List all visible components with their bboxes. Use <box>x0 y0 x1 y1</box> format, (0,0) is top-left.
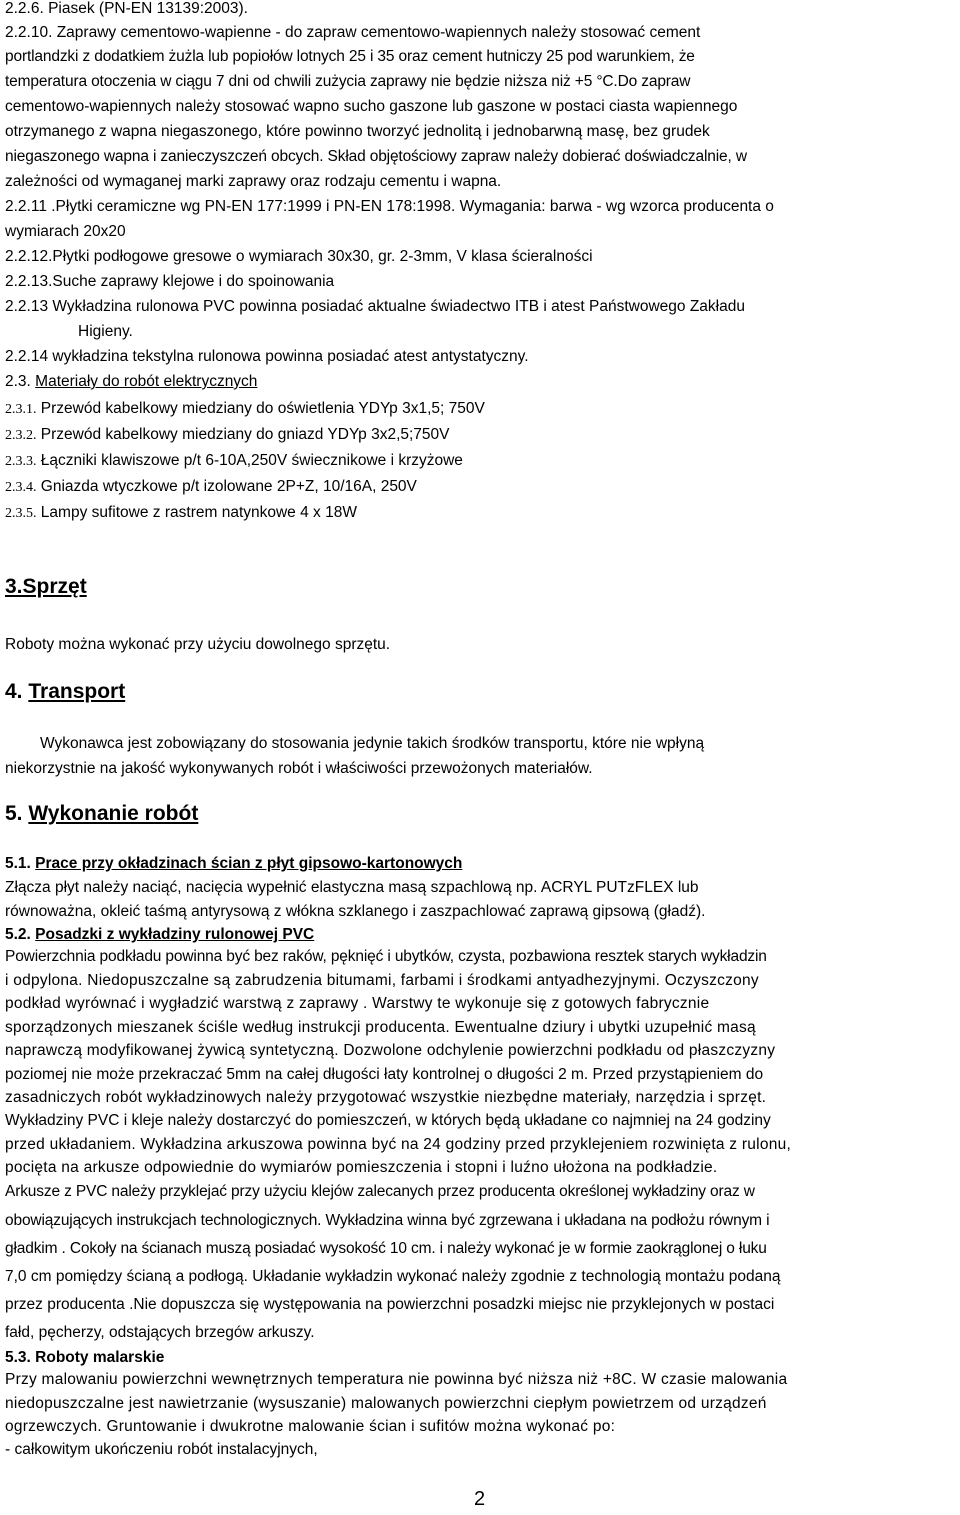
heading-5 <box>5 802 198 826</box>
paragraph-line: otrzymanego z wapna niegaszonego, które powinno tworzyć jednolitą i jednobarwną masę, bez grudek <box>5 123 710 140</box>
list-number: 2.3.1. <box>5 402 37 417</box>
paragraph-line: cementowo-wapiennych należy stosować wapno sucho gaszone lub gaszone w postaci ciasta wapiennego <box>5 98 738 115</box>
heading-4 <box>5 680 125 704</box>
list-item: - całkowitym ukończeniu robót instalacyjnych, <box>5 1441 318 1458</box>
heading-number: 5. <box>5 802 29 825</box>
section-title: Posadzki z wykładziny rulonowej PVC <box>35 926 315 943</box>
paragraph-line: i odpylona. Niedopuszczalne są zabrudzenia bitumami, farbami i środkami antyadhezyjnymi. Oczyszczony <box>5 972 759 989</box>
paragraph-line: Wykładziny PVC i kleje należy dostarczyć do pomieszczeń, w których będą układane co najmniej na 24 godziny <box>5 1112 771 1129</box>
section-title: Materiały do robót elektrycznych <box>35 373 258 390</box>
list-text: Przewód kabelkowy miedziany do gniazd YDYp 3x2,5;750V <box>36 426 450 443</box>
paragraph-line: Złącza płyt należy naciąć, nacięcia wypełnić elastyczna masą szpachlową np. ACRYL PUTzFLEX lub <box>5 879 699 896</box>
heading-number: 4. <box>5 680 29 703</box>
paragraph-line: poziomej nie może przekraczać 5mm na całej długości łaty kontrolnej o długości 2 m. Przed przystąpieniem do <box>5 1066 764 1083</box>
paragraph-line: obowiązujących instrukcjach technologicznych. Wykładzina winna być zgrzewana i układana na podłożu równym i <box>5 1212 770 1229</box>
paragraph-line: niedopuszczalne jest nawietrzanie (wysuszanie) malowanych powierzchni ciepłym powietrzem od urządzeń <box>5 1395 767 1412</box>
section-2-2-11: 2.2.11 .Płytki ceramiczne wg PN-EN 177:1999 i PN-EN 178:1998. Wymagania: barwa - wg wzorca producenta o <box>5 198 774 215</box>
section-number: 2.3. <box>5 373 36 390</box>
section-number: 5.2. <box>5 926 36 943</box>
paragraph-line: temperatura otoczenia w ciągu 7 dni od chwili zużycia zaprawy nie będzie niższa niż +5 °C.Do zapraw <box>5 73 691 90</box>
paragraph-line: niegaszonego wapna i zanieczyszczeń obcych. Skład objętościowy zapraw należy dobierać doświadczalnie, w <box>5 148 747 165</box>
paragraph-line: zależności od wymaganej marki zaprawy oraz rodzaju cementu i wapna. <box>5 173 502 190</box>
list-text: Lampy sufitowe z rastrem natynkowe 4 x 18W <box>36 504 357 521</box>
section-number: 5.1. <box>5 855 36 872</box>
list-text: Łączniki klawiszowe p/t 6-10A,250V świecznikowe i krzyżowe <box>36 452 463 469</box>
paragraph-line: Przy malowaniu powierzchni wewnętrznych temperatura nie powinna być niższa niż +8C. W czasie malowania <box>5 1371 788 1388</box>
section-2-2-14: 2.2.14 wykładzina tekstylna rulonowa powinna posiadać atest antystatyczny. <box>5 348 529 365</box>
paragraph-line: 7,0 cm pomiędzy ścianą a podłogą. Układanie wykładzin wykonać należy zgodnie z technologią montażu podaną <box>5 1268 781 1285</box>
section-2-2-13a: 2.2.13.Suche zaprawy klejowe i do spoinowania <box>5 273 335 290</box>
paragraph-line: równoważna, okleić taśmą antyrysową z włókna szklanego i zaszpachlować zaprawą gipsową (gładź). <box>5 903 706 920</box>
paragraph-line: sporządzonych mieszanek ściśle według instrukcji producenta. Ewentualne dziury i ubytki uzupełnić masą <box>5 1019 756 1036</box>
paragraph-line: fałd, pęcherzy, odstających brzegów arkuszy. <box>5 1324 315 1341</box>
paragraph-line: Higieny. <box>78 323 133 340</box>
section-2-3-heading <box>5 373 257 391</box>
section-2-2-10-line: 2.2.10. Zaprawy cementowo-wapienne - do zapraw cementowo-wapiennych należy stosować cement <box>5 24 701 41</box>
paragraph-line: Powierzchnia podkładu powinna być bez raków, pęknięć i ubytków, czysta, pozbawiona resztek starych wykładzin <box>5 948 767 965</box>
list-number: 2.3.3. <box>5 454 37 469</box>
heading-title: Transport <box>28 680 126 703</box>
paragraph-line: podkład wyrównać i wygładzić warstwą z zaprawy . Warstwy te wykonuje się z gotowych fabrycznie <box>5 995 710 1012</box>
list-item <box>5 504 357 523</box>
paragraph-line: ogrzewczych. Gruntowanie i dwukrotne malowanie ścian i sufitów można wykonać po: <box>5 1418 616 1435</box>
page-number: 2 <box>474 1488 486 1510</box>
list-text: Gniazda wtyczkowe p/t izolowane 2P+Z, 10/16A, 250V <box>36 478 417 495</box>
list-number: 2.3.4. <box>5 480 37 495</box>
paragraph-line: przez producenta .Nie dopuszcza się występowania na powierzchni posadzki miejsc nie przyklejonych w postaci <box>5 1296 775 1313</box>
section-2-2-12: 2.2.12.Płytki podłogowe gresowe o wymiarach 30x30, gr. 2-3mm, V klasa ścieralności <box>5 248 593 265</box>
list-item <box>5 400 485 419</box>
section-5-1-heading <box>5 855 462 873</box>
paragraph-line: niekorzystnie na jakość wykonywanych robót i właściwości przewożonych materiałów. <box>5 760 593 777</box>
paragraph-line: naprawczą modyfikowanej żywicą syntetyczną. Dozwolone odchylenie powierzchni podkładu od płaszczyzny <box>5 1042 776 1059</box>
paragraph-line: zasadniczych robót wykładzinowych należy przygotować wszystkie niezbędne materiały, narzędzia i sprzęt. <box>5 1089 767 1106</box>
list-number: 2.3.2. <box>5 428 37 443</box>
section-5-3-heading: 5.3. Roboty malarskie <box>5 1349 165 1366</box>
paragraph-line: wymiarach 20x20 <box>5 223 126 240</box>
section-2-2-6: 2.2.6. Piasek (PN-EN 13139:2003). <box>5 0 248 17</box>
list-item <box>5 426 450 445</box>
heading-title: Wykonanie robót <box>28 802 199 825</box>
list-item <box>5 478 417 497</box>
section-2-2-13b: 2.2.13 Wykładzina rulonowa PVC powinna posiadać aktualne świadectwo ITB i atest Państwowego Zakładu <box>5 298 745 315</box>
section-5-2-heading <box>5 926 314 944</box>
list-text: Przewód kabelkowy miedziany do oświetlenia YDYp 3x1,5; 750V <box>36 400 485 417</box>
section-title: Prace przy okładzinach ścian z płyt gipsowo-kartonowych <box>35 855 463 872</box>
list-item <box>5 452 463 471</box>
paragraph-line: Roboty można wykonać przy użyciu dowolnego sprzętu. <box>5 636 391 653</box>
paragraph-line: Arkusze z PVC należy przyklejać przy użyciu klejów zalecanych przez producenta określonej wykładziny oraz w <box>5 1183 755 1200</box>
paragraph-line: portlandzki z dodatkiem żużla lub popiołów lotnych 25 i 35 oraz cement hutniczy 25 pod warunkiem, że <box>5 48 695 65</box>
list-number: 2.3.5. <box>5 506 37 521</box>
paragraph-line: pocięta na arkusze odpowiednie do wymiarów pomieszczenia i stopni i luźno ułożona na podkładzie. <box>5 1159 718 1176</box>
paragraph-line: gładkim . Cokoły na ścianach muszą posiadać wysokość 10 cm. i należy wykonać je w formie zaokrąglonej o łuku <box>5 1240 767 1257</box>
paragraph-line: przed układaniem. Wykładzina arkuszowa powinna być na 24 godziny przed przyklejeniem rozwinięta z rulonu, <box>5 1136 791 1153</box>
heading-3: 3.Sprzęt <box>5 575 87 598</box>
paragraph-line: Wykonawca jest zobowiązany do stosowania jedynie takich środków transportu, które nie wpłyną <box>40 735 705 752</box>
